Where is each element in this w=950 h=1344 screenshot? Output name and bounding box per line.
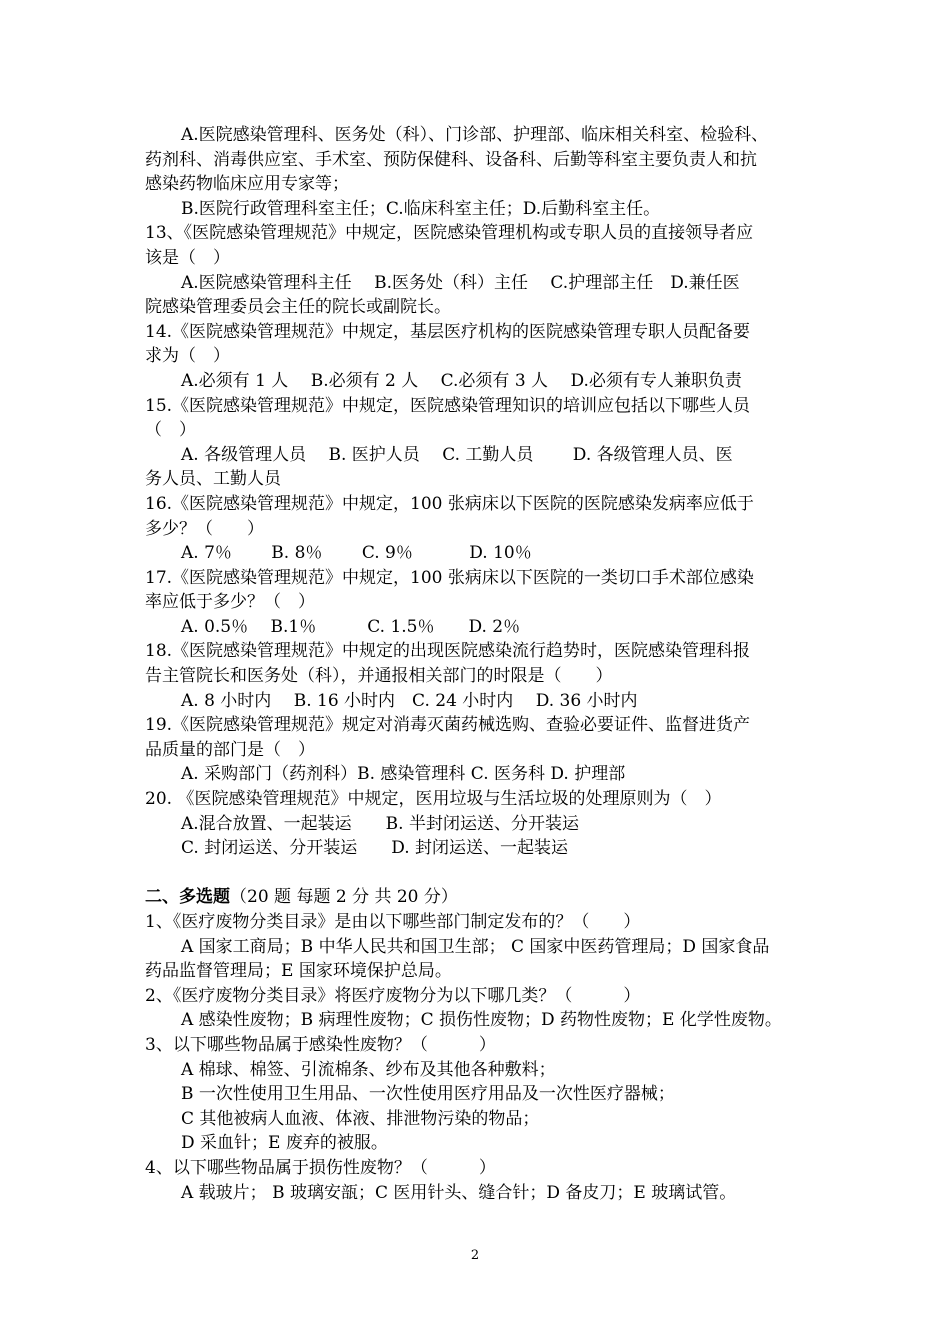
page-number: 2 [470,1248,480,1263]
option-line: C 其他被病人血液、体液、排泄物污染的物品； [181,1108,540,1129]
question-14: 14.《医院感染管理规范》中规定，基层医疗机构的医院感染管理专职人员配备要 [145,321,751,342]
option-line: A.混合放置、一起装运 B. 半封闭运送、分开装运 [181,813,579,834]
question-line: 多少？（ ） [145,518,264,539]
option-line: A. 7％ B. 8％ C. 9％ D. 10％ [181,543,532,564]
option-line: A. 0.5％ B.1％ C. 1.5％ D. 2％ [181,616,521,637]
question-13: 13、《医院感染管理规范》中规定，医院感染管理机构或专职人员的直接领导者应 [145,223,754,244]
option-line: 务人员、工勤人员 [145,469,281,490]
option-line: A.医院感染管理科、医务处（科）、门诊部、护理部、临床相关科室、检验科、 [181,125,769,145]
mc-question-2: 2、《医疗废物分类目录》将医疗废物分为以下哪几类？（ ） [145,985,641,1006]
question-19: 19.《医院感染管理规范》规定对消毒灭菌药械选购、查验必要证件、监督进货产 [145,715,751,736]
mc-question-3: 3、以下哪些物品属于感染性废物？（ ） [145,1034,496,1055]
section-note: （20 题 每题 2 分 共 20 分） [230,887,458,908]
option-line: B.医院行政管理科室主任；C.临床科室主任；D.后勤科室主任。 [181,198,661,219]
option-line: A 载玻片； B 玻璃安瓿；C 医用针头、缝合针；D 备皮刀；E 玻璃试管。 [181,1182,737,1203]
option-line: A. 8 小时内 B. 16 小时内 C. 24 小时内 D. 36 小时内 [181,690,638,711]
question-line: 告主管院长和医务处（科），并通报相关部门的时限是（ ） [145,666,613,687]
option-line: A 感染性废物；B 病理性废物；C 损伤性废物；D 药物性废物；E 化学性废物。 [181,1010,782,1031]
question-20: 20. 《医院感染管理规范》中规定，医用垃圾与生活垃圾的处理原则为（ ） [145,789,722,810]
option-line: C. 封闭运送、分开装运 D. 封闭运送、一起装运 [181,838,569,859]
option-line: 感染药物临床应用专家等； [145,174,349,195]
option-line: A.医院感染管理科主任 B.医务处（科）主任 C.护理部主任 D.兼任医 [181,272,740,293]
option-line: A 棉球、棉签、引流棉条、纱布及其他各种敷料； [181,1059,556,1080]
section-heading [145,885,810,910]
option-line: 院感染管理委员会主任的院长或副院长。 [145,297,451,318]
question-line: 率应低于多少？（ ） [145,592,315,613]
option-line: B 一次性使用卫生用品、一次性使用医疗用品及一次性医疗器械； [181,1084,675,1105]
option-line: 药品监督管理局；E 国家环境保护总局。 [145,961,452,982]
section-gap [145,861,810,886]
question-16: 16.《医院感染管理规范》中规定，100 张病床以下医院的医院感染发病率应低于 [145,493,754,514]
option-line: A. 各级管理人员 B. 医护人员 C. 工勤人员 D. 各级管理人员、医 [181,444,733,465]
question-line: 求为（ ） [145,346,230,367]
option-line: A 国家工商局；B 中华人民共和国卫生部； C 国家中医药管理局；D 国家食品 [181,936,770,957]
question-line: 品质量的部门是（ ） [145,739,315,760]
question-17: 17.《医院感染管理规范》中规定，100 张病床以下医院的一类切口手术部位感染 [145,567,754,588]
page-body [145,123,810,1205]
option-line: A.必须有 1 人 B.必须有 2 人 C.必须有 3 人 D.必须有专人兼职负责 [181,370,742,391]
question-line: （ ） [145,420,196,441]
question-line: 该是（ ） [145,247,230,268]
option-line: 药剂科、消毒供应室、手术室、预防保健科、设备科、后勤等科室主要负责人和抗 [145,149,757,170]
question-15: 15.《医院感染管理规范》中规定，医院感染管理知识的培训应包括以下哪些人员 [145,395,751,416]
mc-question-4: 4、以下哪些物品属于损伤性废物？（ ） [145,1157,496,1178]
question-18: 18.《医院感染管理规范》中规定的出现医院感染流行趋势时，医院感染管理科报 [145,641,751,662]
section-title: 二、多选题 [145,887,230,908]
option-line: D 采血针；E 废弃的被服。 [181,1133,388,1154]
option-line: A. 采购部门（药剂科）B. 感染管理科 C. 医务科 D. 护理部 [181,764,626,785]
mc-question-1: 1、《医疗废物分类目录》是由以下哪些部门制定发布的？（ ） [145,912,641,932]
